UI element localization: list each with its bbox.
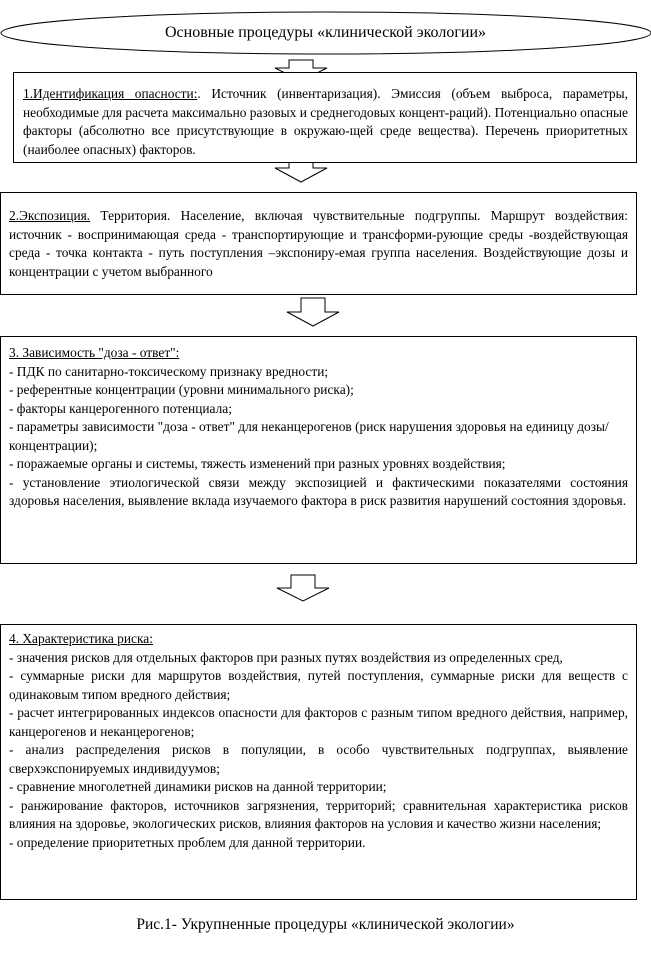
box3-item: - ПДК по санитарно-токсическому признаку вредности;	[9, 363, 329, 379]
box2-text: Территория. Население, включая чувствительные подгруппы. Маршрут воздействия: источник - воспринимающая среда - транспортирующие и трансформи-рующие среды -воздействующая среда - точка контакта - путь поступления –экспониру-емая группа населения. Воздействующие дозы и концентрации с учетом выбранного	[9, 208, 628, 279]
box4-item: - значения рисков для отдельных факторов при разных путях воздействия из определенных сред,	[9, 649, 563, 665]
box4-item: - определение приоритетных проблем для данной территории.	[9, 834, 366, 850]
box4-heading: 4. Характеристика риска:	[9, 631, 153, 646]
arrow-down-3	[287, 298, 339, 326]
box3-item: - факторы канцерогенного потенциала;	[9, 400, 232, 416]
box2-heading: 2.Экспозиция.	[9, 208, 91, 223]
box4-item: - суммарные риски для маршрутов воздействия, путей поступления, суммарные риски для веществ с одинаковым типом вредного действия;	[9, 668, 628, 702]
box3-item: - установление этиологической связи между экспозицией и фактическими показателями состояния здоровья населения, выявление вклада изучаемого фактора в риск развития нарушений состояния здоровья.	[9, 474, 628, 508]
box-dose-response	[0, 336, 637, 564]
box3-item: - поражаемые органы и системы, тяжесть изменений при разных уровнях воздействия;	[9, 456, 506, 471]
box3-heading: 3. Зависимость "доза - ответ":	[9, 345, 180, 360]
box4-item: - расчет интегрированных индексов опасности для факторов с разным типом вредного действия, например, канцерогенов и неканцерогенов;	[9, 705, 628, 739]
figure-caption: Рис.1- Укрупненные процедуры «клинической экологии»	[136, 916, 515, 933]
arrow-down-4	[277, 575, 329, 601]
box4-item: - ранжирование факторов, источников загрязнения, территорий; сравнительная характеристика рисков влияния на здоровье, экологических рисков, влияния факторов на условия и качество жизни населения;	[9, 797, 628, 831]
box4-item: - сравнение многолетней динамики рисков на данной территории;	[9, 779, 387, 794]
box3-item: - параметры зависимости "доза - ответ" для неканцерогенов (риск нарушения здоровья на единицу дозы/концентрации);	[9, 419, 609, 453]
box-hazard-identification	[13, 72, 637, 163]
diagram-title	[0, 12, 651, 54]
box4-item: - анализ распределения рисков в популяции, в особо чувствительных подгруппах, выявление сверхэкспонируемых индивидуумов;	[9, 742, 628, 776]
box1-text: . Источник (инвентаризация). Эмиссия (объем выброса, параметры, необходимые для расчета максимально разовых и среднегодовых концент-раций). Потенциально опасные факторы (абсолютно все присутствующие в окружаю-щей среде вещества). Перечень приоритетных (наиболее опасных) факторов.	[23, 86, 628, 157]
diagram-title-text: Основные процедуры «клинической экологии»	[165, 24, 486, 41]
box3-item: - референтные концентрации (уровни минимального риска);	[9, 382, 354, 397]
box-risk-characterization	[0, 624, 637, 900]
box-exposure	[0, 192, 637, 295]
box1-heading: 1.Идентификация опасности:	[23, 86, 198, 101]
